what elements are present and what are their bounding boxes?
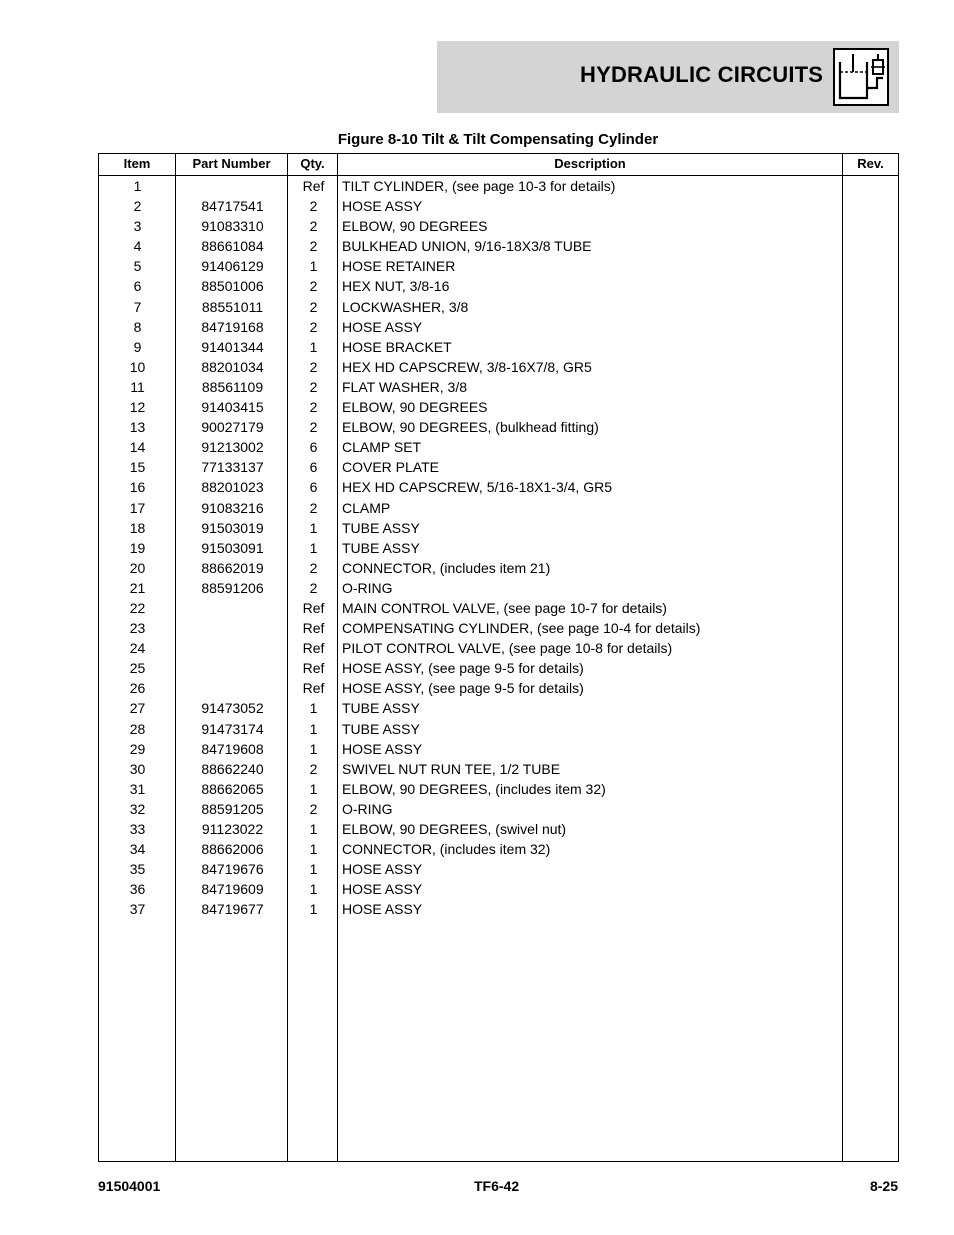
table-row — [99, 297, 898, 317]
cell-part-number: 91401344 — [201, 338, 264, 355]
cell-description: TUBE ASSY — [342, 539, 420, 556]
cell-part-number: 88551011 — [201, 298, 264, 315]
table-row — [99, 879, 898, 899]
cell-item: 9 — [133, 338, 142, 355]
table-row — [99, 377, 898, 397]
cell-description: O-RING — [342, 579, 393, 596]
cell-description: HOSE RETAINER — [342, 258, 456, 275]
cell-item: 3 — [133, 218, 142, 235]
cell-description: O-RING — [342, 800, 393, 817]
cell-qty: Ref — [302, 599, 325, 616]
cell-qty: 2 — [309, 358, 318, 375]
cell-part-number: 88201034 — [201, 358, 264, 375]
cell-qty: 1 — [309, 780, 318, 797]
cell-item: 35 — [129, 861, 146, 878]
cell-qty: 1 — [309, 740, 318, 757]
cell-part-number: 91473052 — [201, 700, 264, 717]
cell-description: HOSE ASSY — [342, 318, 423, 335]
cell-part-number: 91123022 — [201, 821, 264, 837]
cell-part-number: 91503019 — [201, 519, 264, 536]
table-row — [99, 578, 898, 598]
cell-item: 1 — [133, 178, 142, 194]
cell-description: MAIN CONTROL VALVE, (see page 10-7 for details) — [342, 599, 667, 616]
cell-qty: 1 — [309, 861, 318, 878]
table-row — [99, 759, 898, 779]
cell-qty: 1 — [309, 519, 318, 536]
cell-qty: 2 — [309, 318, 318, 335]
cell-item: 20 — [129, 559, 146, 576]
parts-table — [98, 153, 899, 1162]
cell-item: 5 — [133, 258, 142, 275]
cell-description: HOSE ASSY — [342, 740, 423, 757]
cell-qty: 1 — [309, 539, 318, 556]
cell-description: HOSE ASSY, (see page 9-5 for details) — [342, 660, 584, 677]
cell-qty: 2 — [309, 559, 318, 576]
cell-part-number: 84719609 — [201, 881, 264, 898]
figure-title: Figure 8-10 Tilt & Tilt Compensating Cylinder — [337, 131, 659, 148]
cell-description: CLAMP — [342, 499, 391, 516]
cell-item: 33 — [129, 821, 146, 837]
table-row — [99, 216, 898, 236]
cell-item: 25 — [129, 660, 146, 677]
table-row — [99, 739, 898, 759]
cell-qty: 2 — [309, 499, 318, 516]
table-row — [99, 337, 898, 357]
cell-part-number: 84717541 — [201, 198, 264, 215]
header-item: Item — [123, 156, 151, 171]
cell-item: 6 — [133, 278, 142, 295]
table-row — [99, 498, 898, 518]
cell-description: COVER PLATE — [342, 459, 439, 476]
cell-part-number: 88662019 — [201, 559, 264, 576]
cell-part-number: 90027179 — [201, 419, 264, 436]
cell-description: PILOT CONTROL VALVE, (see page 10-8 for details) — [342, 640, 673, 657]
cell-part-number: 91403415 — [201, 399, 264, 416]
cell-item: 2 — [133, 198, 142, 215]
cell-qty: Ref — [302, 620, 325, 637]
cell-qty: 6 — [309, 439, 318, 456]
cell-item: 11 — [130, 378, 145, 395]
cell-qty: 1 — [309, 841, 318, 858]
cell-part-number: 88662006 — [201, 841, 264, 858]
cell-qty: 6 — [309, 459, 318, 476]
cell-description: ELBOW, 90 DEGREES, (bulkhead fitting) — [342, 419, 599, 436]
cell-item: 37 — [129, 901, 146, 918]
table-row — [99, 839, 898, 859]
footer-document-number: 91504001 — [98, 1178, 161, 1194]
cell-qty: 2 — [309, 419, 318, 436]
cell-part-number: 88662065 — [201, 780, 264, 797]
cell-qty: Ref — [302, 660, 325, 677]
table-row — [99, 779, 898, 799]
cell-description: HOSE ASSY — [342, 881, 423, 898]
cell-item: 21 — [129, 579, 146, 596]
cell-part-number: 88201023 — [201, 479, 264, 496]
header-qty: Qty. — [300, 156, 325, 171]
cell-description: CLAMP SET — [342, 439, 422, 456]
cell-item: 12 — [129, 399, 146, 416]
cell-part-number: 91083310 — [201, 218, 264, 235]
cell-qty: 1 — [309, 821, 318, 837]
table-row — [99, 678, 898, 698]
cell-item: 32 — [129, 800, 146, 817]
table-row — [99, 859, 898, 879]
table-row — [99, 518, 898, 538]
cell-description: TILT CYLINDER, (see page 10-3 for details) — [342, 178, 616, 194]
cell-item: 27 — [129, 700, 146, 717]
cell-part-number: 91406129 — [201, 258, 264, 275]
table-row — [99, 176, 898, 196]
cell-qty: 2 — [309, 579, 318, 596]
cell-item: 17 — [129, 499, 146, 516]
cell-part-number: 77133137 — [201, 459, 264, 476]
table-row — [99, 417, 898, 437]
footer-page-number: 8-25 — [869, 1178, 898, 1194]
table-row — [99, 799, 898, 819]
table-row — [99, 236, 898, 256]
cell-part-number: 84719168 — [201, 318, 264, 335]
cell-item: 30 — [129, 760, 146, 777]
cell-qty: 2 — [309, 238, 318, 255]
cell-description: ELBOW, 90 DEGREES, (swivel nut) — [342, 821, 567, 837]
table-row — [99, 397, 898, 417]
header-rev: Rev. — [857, 156, 884, 171]
cell-description: SWIVEL NUT RUN TEE, 1/2 TUBE — [342, 760, 561, 777]
cell-item: 36 — [129, 881, 146, 898]
cell-part-number: 88561109 — [201, 378, 264, 395]
cell-qty: 1 — [309, 258, 318, 275]
cell-description: CONNECTOR, (includes item 21) — [342, 559, 551, 576]
cell-description: ELBOW, 90 DEGREES — [342, 218, 488, 235]
table-row — [99, 899, 898, 919]
table-row — [99, 638, 898, 658]
table-row — [99, 618, 898, 638]
cell-item: 24 — [129, 640, 146, 657]
cell-qty: 1 — [309, 881, 318, 898]
cell-qty: 2 — [309, 218, 318, 235]
cell-description: TUBE ASSY — [342, 519, 420, 536]
cell-item: 28 — [129, 720, 146, 737]
cell-qty: 2 — [309, 800, 318, 817]
cell-description: ELBOW, 90 DEGREES, (includes item 32) — [342, 780, 606, 797]
cell-item: 7 — [133, 298, 142, 315]
cell-part-number: 91473174 — [201, 720, 264, 737]
table-row — [99, 719, 898, 739]
cell-part-number: 91083216 — [201, 499, 264, 516]
cell-description: HOSE ASSY — [342, 198, 423, 215]
cell-description: HOSE ASSY — [342, 861, 423, 878]
cell-qty: 2 — [309, 278, 318, 295]
cell-qty: Ref — [302, 640, 325, 657]
table-row — [99, 477, 898, 497]
cell-item: 13 — [129, 419, 146, 436]
table-row — [99, 819, 898, 839]
cell-description: HEX HD CAPSCREW, 5/16-18X1-3/4, GR5 — [342, 479, 612, 496]
cell-part-number: 91503091 — [201, 539, 264, 556]
cell-item: 31 — [129, 780, 146, 797]
cell-item: 4 — [133, 238, 142, 255]
cell-description: TUBE ASSY — [342, 720, 420, 737]
cell-qty: 2 — [309, 399, 318, 416]
cell-part-number: 88661084 — [201, 238, 264, 255]
cell-description: HOSE ASSY — [342, 901, 423, 918]
table-row — [99, 276, 898, 296]
table-row — [99, 538, 898, 558]
cell-part-number: 84719608 — [201, 740, 264, 757]
cell-qty: 1 — [309, 338, 318, 355]
hydraulic-tank-icon — [833, 48, 889, 106]
table-row — [99, 558, 898, 578]
cell-description: HEX HD CAPSCREW, 3/8-16X7/8, GR5 — [342, 358, 592, 375]
cell-item: 14 — [129, 439, 146, 456]
cell-description: ELBOW, 90 DEGREES — [342, 399, 488, 416]
cell-part-number: 84719677 — [201, 901, 264, 918]
cell-description: BULKHEAD UNION, 9/16-18X3/8 TUBE — [342, 238, 592, 255]
table-row — [99, 256, 898, 276]
table-row — [99, 317, 898, 337]
table-row — [99, 437, 898, 457]
cell-qty: 2 — [309, 298, 318, 315]
cell-part-number: 88501006 — [201, 278, 264, 295]
cell-item: 26 — [129, 680, 146, 697]
table-row — [99, 357, 898, 377]
table-row — [99, 598, 898, 618]
section-header — [437, 41, 899, 113]
cell-qty: 2 — [309, 378, 318, 395]
cell-item: 10 — [129, 358, 146, 375]
cell-part-number: 91213002 — [201, 439, 264, 456]
cell-qty: 2 — [309, 760, 318, 777]
cell-qty: 6 — [309, 479, 318, 496]
table-row — [99, 658, 898, 678]
cell-item: 22 — [129, 599, 146, 616]
cell-qty: 1 — [309, 901, 318, 918]
cell-item: 16 — [129, 479, 146, 496]
cell-description: TUBE ASSY — [342, 700, 420, 717]
cell-qty: 1 — [309, 720, 318, 737]
table-row — [99, 698, 898, 718]
cell-description: CONNECTOR, (includes item 32) — [342, 841, 551, 858]
cell-part-number: 88662240 — [201, 760, 264, 777]
header-part-number: Part Number — [192, 156, 271, 171]
table-row — [99, 457, 898, 477]
cell-qty: 1 — [309, 700, 318, 717]
cell-qty: Ref — [302, 680, 325, 697]
cell-description: HOSE ASSY, (see page 9-5 for details) — [342, 680, 584, 697]
cell-part-number: 84719676 — [201, 861, 264, 878]
section-title: HYDRAULIC CIRCUITS — [580, 62, 824, 87]
cell-part-number: 88591205 — [201, 800, 264, 817]
cell-description: HEX NUT, 3/8-16 — [342, 278, 450, 295]
cell-part-number: 88591206 — [201, 579, 264, 596]
cell-item: 15 — [129, 459, 146, 476]
cell-item: 8 — [133, 318, 142, 335]
cell-qty: Ref — [302, 178, 325, 194]
cell-item: 34 — [129, 841, 146, 858]
cell-description: LOCKWASHER, 3/8 — [342, 298, 469, 315]
cell-description: COMPENSATING CYLINDER, (see page 10-4 for details) — [342, 620, 701, 637]
cell-description: HOSE BRACKET — [342, 338, 452, 355]
cell-description: FLAT WASHER, 3/8 — [342, 378, 467, 395]
table-row — [99, 196, 898, 216]
header-description: Description — [554, 156, 626, 171]
cell-item: 29 — [129, 740, 146, 757]
footer-model: TF6-42 — [474, 1178, 520, 1194]
cell-item: 23 — [129, 620, 146, 637]
cell-item: 18 — [129, 519, 146, 536]
table-body — [99, 176, 898, 919]
cell-item: 19 — [129, 539, 146, 556]
cell-qty: 2 — [309, 198, 318, 215]
